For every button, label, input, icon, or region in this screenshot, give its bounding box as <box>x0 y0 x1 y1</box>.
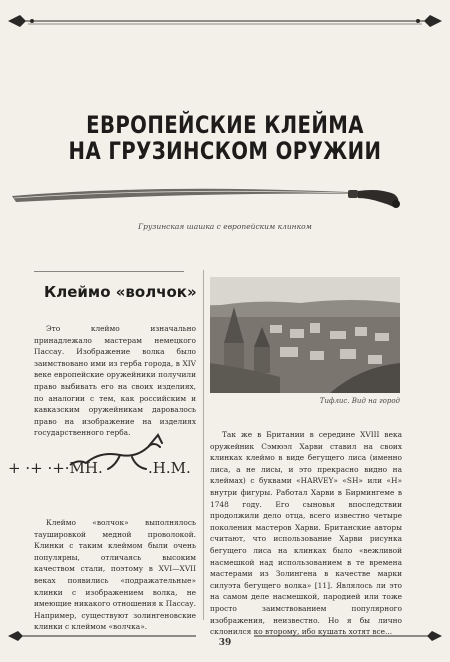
column-divider <box>203 270 204 620</box>
title-line-1: ЕВРОПЕЙСКИЕ КЛЕЙМА <box>86 111 364 139</box>
sword-caption: Грузинская шашка с европейским клинком <box>138 222 312 231</box>
section-heading: Клеймо «волчок» <box>44 283 197 301</box>
tiflis-photo <box>210 277 400 393</box>
left-column-paragraph-1 <box>34 323 196 439</box>
title-line-2: НА ГРУЗИНСКОМ ОРУЖИИ <box>68 137 382 165</box>
photo-caption: Тифлис. Вид на город <box>319 397 400 405</box>
heading-rule <box>34 271 184 272</box>
top-ornament <box>6 6 444 36</box>
wolf-mark-drawing <box>8 425 202 495</box>
paragraph-wolf-mark: Клеймо «волчок» выполнялось таушировкой медной проволокой. Клинки с таким клеймом были очень популярны, отличаясь высоким качеством стали, поэтому в XVI—XVII веках появились «подражательные» клинки с изображением волка, не имеющие никакого отношения к Пассау. Например, существуют золингеновские клинки с клеймом «волчка». <box>34 518 196 632</box>
page-number: 39 <box>218 638 232 648</box>
paragraph-harvey: Так же в Британии в середине XVIII века оружейник Сэмюэл Харви ставил на своих клинках клеймо в виде бегущего лиса (именно лиса, а не лисы, и это прекрасно видно на клеймах) с буквами «HARVEY» «SH» или «H» внутри фигуры. Работал Харви в Бирмингеме в 1748 году. Его сыновья впоследствии продолжили дело отца, всего известно четыре поколения мастеров Харви. Британские авторы считают, что использование Харви рисунка бегущего лиса на клинках было «вежливой насмешкой над использованием в те времена мастерами из Золингена в качестве марки силуэта бегущего волка» [11]. Являлось ли это на самом деле насмешкой, пародией или тоже просто заимствованием популярного изображения, неизвестно. Но я бы лично склонился ко второму, ибо кушать хотят все... <box>210 430 402 637</box>
left-column-paragraph-2 <box>34 517 196 633</box>
mark-text-left: + ·+ ·+·МН. <box>8 459 103 477</box>
paragraph-passau: Это клеймо изначально принадлежало мастерам немецкого Пассау. Изображение волка было заимствовано ими из герба города, в XIV веке европейские оружейники получили право выбивать его на своих изделиях, по аналогии с тем, как российским и кавказским оружейникам даровалось право на изображение на изделиях государственного герба. <box>34 324 196 438</box>
sword-illustration <box>8 182 406 216</box>
page-title <box>0 112 450 164</box>
right-column-paragraph <box>210 429 402 638</box>
mark-text-right: .Н.М. <box>148 459 191 477</box>
